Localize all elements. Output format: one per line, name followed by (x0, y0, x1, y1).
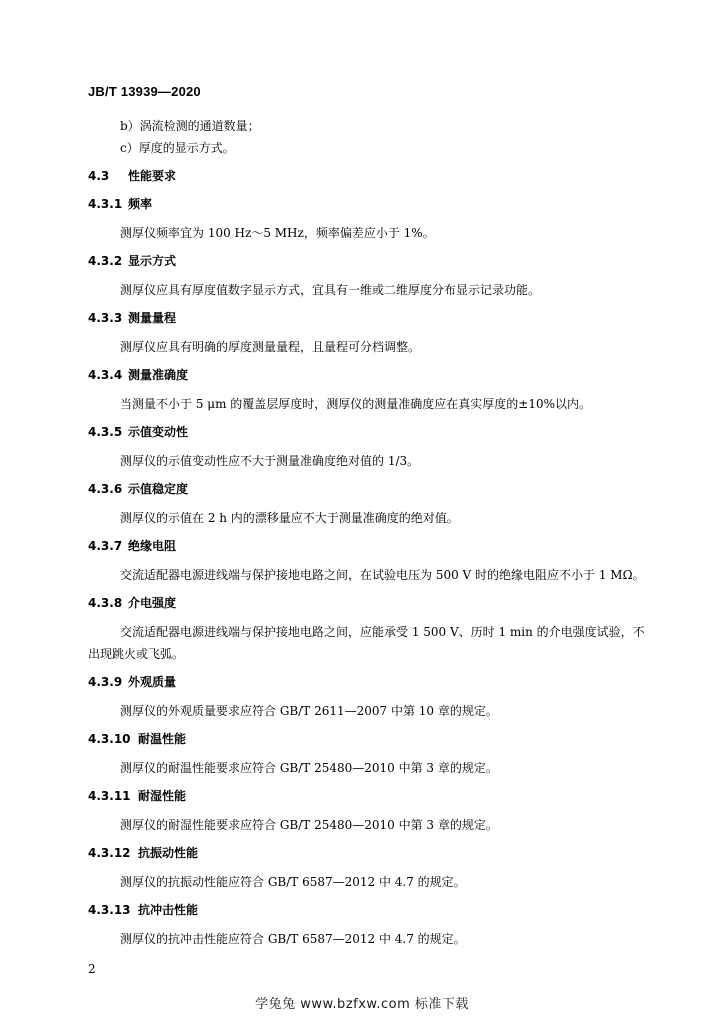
section-title: 外观质量 (128, 675, 177, 689)
section-heading-4-3 (88, 168, 176, 184)
section-number: 4.3.7 (88, 539, 123, 553)
footer-watermark: 学兔兔 www.bzfxw.com 标准下载 (255, 997, 469, 1012)
section-number: 4.3.10 (88, 732, 131, 746)
section-heading-4-3-9 (88, 674, 176, 690)
section-title: 测量量程 (128, 311, 177, 325)
section-paragraph-4-3-13: 测厚仪的抗冲击性能应符合 GB/T 6587—2012 中 4.7 的规定。 (120, 932, 466, 946)
section-paragraph-4-3-3: 测厚仪应具有明确的厚度测量量程，且量程可分档调整。 (120, 340, 421, 354)
section-paragraph-4-3-4: 当测量不小于 5 μm 的覆盖层厚度时，测厚仪的测量准确度应在真实厚度的±10%以内。 (120, 397, 591, 411)
section-title: 抗冲击性能 (138, 903, 199, 917)
section-heading-4-3-1 (88, 196, 152, 212)
section-paragraph-4-3-8: 交流适配器电源进线端与保护接地电路之间，应能承受 1 500 V、历时 1 min 的介电强度试验，不 (120, 625, 645, 639)
section-heading-4-3-8 (88, 595, 176, 611)
section-title: 耐温性能 (138, 732, 187, 746)
section-paragraph-4-3-11: 测厚仪的耐湿性能要求应符合 GB/T 25480—2010 中第 3 章的规定。 (120, 818, 498, 832)
list-item-c: c）厚度的显示方式。 (120, 141, 235, 155)
section-title: 示值稳定度 (128, 482, 189, 496)
section-title: 频率 (128, 197, 153, 211)
section-number: 4.3 (88, 169, 110, 183)
section-number: 4.3.5 (88, 425, 123, 439)
section-number: 4.3.2 (88, 254, 123, 268)
section-paragraph-4-3-8-continued: 出现跳火或飞弧。 (88, 647, 185, 661)
standard-code-header: JB/T 13939—2020 (88, 84, 201, 99)
section-heading-4-3-7 (88, 538, 176, 554)
section-title: 抗振动性能 (138, 846, 199, 860)
section-title: 性能要求 (128, 169, 177, 183)
section-paragraph-4-3-1: 测厚仪频率宜为 100 Hz～5 MHz，频率偏差应小于 1%。 (120, 226, 435, 240)
section-number: 4.3.4 (88, 368, 123, 382)
section-number: 4.3.6 (88, 482, 123, 496)
section-paragraph-4-3-10: 测厚仪的耐温性能要求应符合 GB/T 25480—2010 中第 3 章的规定。 (120, 761, 498, 775)
section-paragraph-4-3-7: 交流适配器电源进线端与保护接地电路之间，在试验电压为 500 V 时的绝缘电阻应不小于 1 MΩ。 (120, 568, 645, 582)
section-paragraph-4-3-12: 测厚仪的抗振动性能应符合 GB/T 6587—2012 中 4.7 的规定。 (120, 875, 466, 889)
page-number: 2 (88, 962, 96, 976)
section-heading-4-3-12 (88, 845, 198, 861)
section-heading-4-3-13 (88, 902, 198, 918)
section-paragraph-4-3-5: 测厚仪的示值变动性应不大于测量准确度绝对值的 1/3。 (120, 454, 420, 468)
section-heading-4-3-6 (88, 481, 188, 497)
section-heading-4-3-10 (88, 731, 186, 747)
section-paragraph-4-3-2: 测厚仪应具有厚度值数字显示方式，宜具有一维或二维厚度分布显示记录功能。 (120, 283, 541, 297)
section-paragraph-4-3-6: 测厚仪的示值在 2 h 内的漂移量应不大于测量准确度的绝对值。 (120, 511, 459, 525)
section-title: 示值变动性 (128, 425, 189, 439)
section-number: 4.3.9 (88, 675, 123, 689)
section-number: 4.3.1 (88, 197, 123, 211)
section-title: 耐湿性能 (138, 789, 187, 803)
section-heading-4-3-11 (88, 788, 186, 804)
section-number: 4.3.11 (88, 789, 131, 803)
section-number: 4.3.8 (88, 596, 123, 610)
section-heading-4-3-2 (88, 253, 176, 269)
section-heading-4-3-4 (88, 367, 188, 383)
section-title: 介电强度 (128, 596, 177, 610)
section-paragraph-4-3-9: 测厚仪的外观质量要求应符合 GB/T 2611—2007 中第 10 章的规定。 (120, 704, 498, 718)
section-title: 测量准确度 (128, 368, 189, 382)
list-item-b: b）涡流检测的通道数量； (120, 119, 260, 133)
section-number: 4.3.3 (88, 311, 123, 325)
section-title: 绝缘电阻 (128, 539, 177, 553)
section-heading-4-3-5 (88, 424, 188, 440)
section-number: 4.3.12 (88, 846, 131, 860)
section-title: 显示方式 (128, 254, 177, 268)
section-number: 4.3.13 (88, 903, 131, 917)
section-heading-4-3-3 (88, 310, 176, 326)
